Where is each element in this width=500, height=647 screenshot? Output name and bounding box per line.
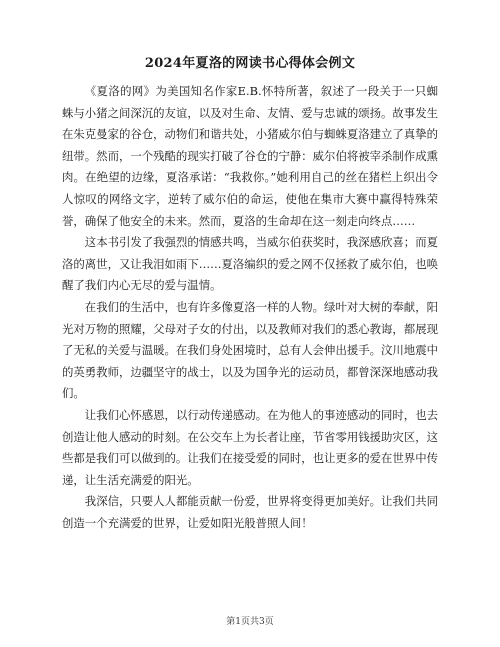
paragraph-4: 让我们心怀感恩，以行动传递感动。在为他人的事迹感动的同时，也去创造让他人感动的时刻。在公交车上为长者让座，节省零用钱援助灾区，这些都是我们可以做到的。让我们在接受爱的同时，也让更多的爱在世界中传递，让生活充满爱的阳光。 [62,407,438,487]
paragraph-2: 这本书引发了我强烈的情感共鸣，当威尔伯获奖时，我深感欣喜；而夏洛的离世，又让我泪如雨下……夏洛编织的爱之网不仅拯救了威尔伯，也唤醒了我们内心无尽的爱与温情。 [62,235,438,293]
paragraph-3: 在我们的生活中，也有许多像夏洛一样的人物。绿叶对大树的奉献，阳光对万物的照耀，父母对子女的付出，以及教师对我们的悉心教诲，都展现了无私的关爱与温暖。在我们身处困境时，总有人会伸出援手。汶川地震中的英勇教师，边疆坚守的战士，以及为国争光的运动员，都曾深深地感动我们。 [62,299,438,401]
paragraph-1: 《夏洛的网》为美国知名作家E.B.怀特所著，叙述了一段关于一只蜘蛛与小猪之间深沉的友谊，以及对生命、友情、爱与忠诚的颂扬。故事发生在朱克曼家的谷仓，动物们和谐共处，小猪威尔伯与蜘蛛夏洛建立了真挚的纽带。然而，一个残酷的现实打破了谷仓的宁静：威尔伯将被宰杀制作成熏肉。在绝望的边缘，夏洛承诺：“我救你。”她利用自己的丝在猪栏上织出令人惊叹的网络文字，逆转了威尔伯的命运，使他在集市大赛中赢得特殊荣誉，确保了他安全的未来。然而，夏洛的生命却在这一刻走向终点…… [62,84,438,228]
page-footer: 第1页共3页 [226,617,274,627]
document-title: 2024年夏洛的网读书心得体会例文 [144,56,356,71]
paragraph-5: 我深信，只要人人都能贡献一份爱，世界将变得更加美好。让我们共同创造一个充满爱的世界，让爱如阳光般普照人间！ [62,494,438,530]
